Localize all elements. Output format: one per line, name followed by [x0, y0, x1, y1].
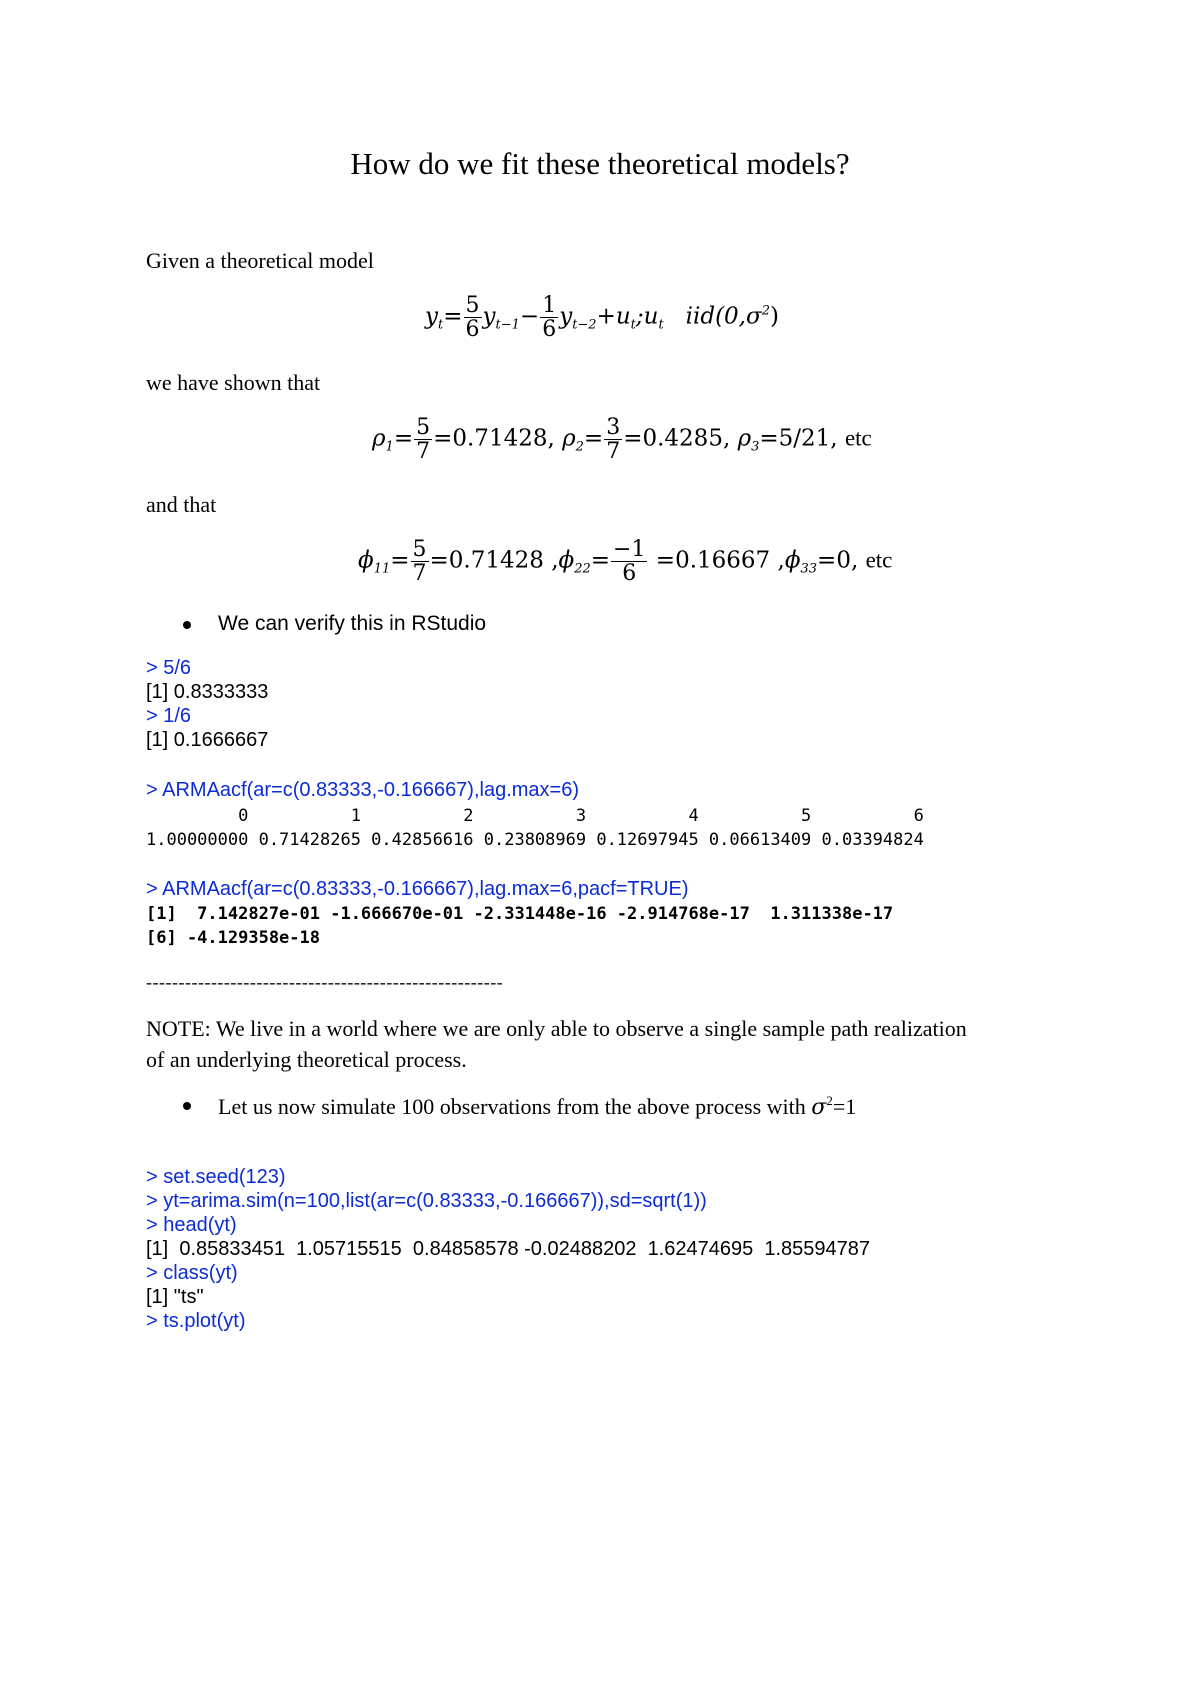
note-line-1: NOTE: We live in a world where we are only able to observe a single sample path realization: [146, 1016, 967, 1041]
r-pacf-command: > ARMAacf(ar=c(0.83333,-0.166667),lag.max=6,pacf=TRUE): [146, 878, 689, 900]
bullet-verify-text: We can verify this in RStudio: [218, 612, 487, 635]
phi-equation: $\phi_{11}=$ $\frac{5}{7}$ =0.71428 $,\phi_{22}=$ $\frac{-1}{6}$ =0.16667 $,\phi_{33}=0$, etc: [358, 537, 893, 587]
r-output-line: [1] 0.1666667: [146, 729, 269, 751]
separator-line: -------------------------------------------------------: [146, 972, 504, 992]
r-input-line: > 5/6: [146, 657, 192, 679]
page-title: How do we fit these theoretical models?: [350, 146, 850, 181]
and-text: and that: [146, 492, 217, 517]
shown-text: we have shown that: [146, 370, 321, 395]
bullet-dot: [183, 621, 191, 629]
r-output-line: [1] 0.85833451 1.05715515 0.84858578 -0.02488202 1.62474695 1.85594787: [146, 1238, 871, 1260]
bullet-simulate-text: Let us now simulate 100 observations from the above process with $\sigma^2=1$: [218, 1093, 857, 1120]
bullet-dot: [183, 1102, 191, 1110]
pacf-row-2: [6] -4.129358e-18: [146, 928, 320, 948]
acf-values-row: 1.00000000 0.71428265 0.42856616 0.23808969 0.12697945 0.06613409 0.03394824: [146, 830, 924, 850]
r-input-line: > head(yt): [146, 1214, 237, 1236]
pacf-row-1: [1] 7.142827e-01 -1.666670e-01 -2.331448e-16 -2.914768e-17 1.311338e-17: [146, 904, 894, 924]
model-equation: $y_t=$ $\frac{5}{6}$ $y_{t-1}-$ $\frac{1}{6}$ $y_{t-2}+u_t;u_t$ $iid(0,\sigma^2)$: [425, 293, 779, 343]
r-input-line: > 1/6: [146, 705, 192, 727]
acf-header-row: 0 1 2 3 4 5 6: [146, 806, 924, 826]
rho-equation: $\rho_1=$ $\frac{5}{7}$ =0.71428, $\rho_2=$ $\frac{3}{7}$ =0.4285, $\rho_3=5/21$, etc: [372, 415, 872, 465]
r-acf-command: > ARMAacf(ar=c(0.83333,-0.166667),lag.max=6): [146, 779, 580, 801]
r-output-line: [1] "ts": [146, 1286, 204, 1308]
note-line-2: of an underlying theoretical process.: [146, 1047, 467, 1072]
r-input-line: > set.seed(123): [146, 1166, 286, 1188]
intro-text: Given a theoretical model: [146, 248, 374, 273]
r-output-line: [1] 0.8333333: [146, 681, 269, 703]
r-input-line: > class(yt): [146, 1262, 238, 1284]
r-input-line: > ts.plot(yt): [146, 1310, 246, 1332]
r-input-line: > yt=arima.sim(n=100,list(ar=c(0.83333,-0.166667)),sd=sqrt(1)): [146, 1190, 707, 1212]
